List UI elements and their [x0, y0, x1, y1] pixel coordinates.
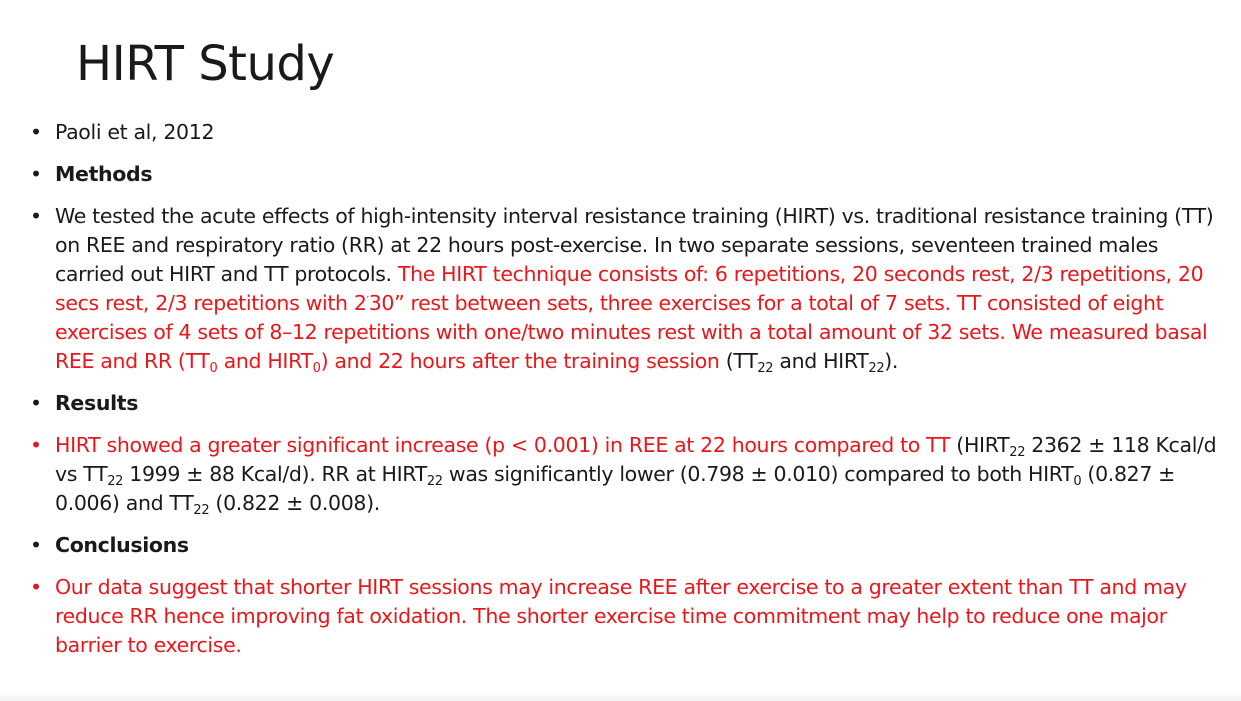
- bullet-dot: •: [30, 120, 42, 144]
- subscript: 22: [1009, 445, 1026, 460]
- slide-title: HIRT Study: [76, 36, 335, 92]
- results-black-part: 2362 ± 118 Kcal/d vs TT: [55, 433, 1217, 486]
- methods-body: [55, 204, 1214, 376]
- subscript: 22: [426, 474, 443, 489]
- subscript: 22: [193, 503, 210, 518]
- bullet-results-body: [30, 431, 1220, 518]
- bullet-dot: •: [30, 575, 42, 599]
- methods-black-part: (TT: [719, 349, 758, 373]
- subscript: 22: [868, 361, 885, 376]
- results-black-part: (0.822 ± 0.008).: [209, 491, 380, 515]
- methods-black-part: ).: [884, 349, 899, 373]
- methods-red-part: ) and 22 hours after the training session: [320, 349, 720, 373]
- bullet-dot: •: [30, 533, 42, 557]
- slide-bottom-edge: [0, 691, 1241, 701]
- results-body: [55, 433, 1217, 518]
- conclusions-heading: Conclusions: [55, 533, 189, 557]
- bullet-methods-body: [30, 202, 1220, 376]
- subscript: 22: [757, 361, 774, 376]
- bullet-methods-heading: [30, 160, 1220, 189]
- subscript: 0: [1073, 474, 1082, 489]
- subscript: 22: [107, 474, 124, 489]
- bullet-dot: •: [30, 162, 42, 186]
- methods-black-part: and HIRT: [773, 349, 869, 373]
- bullet-results-heading: [30, 389, 1220, 418]
- results-black-part: 1999 ± 88 Kcal/d). RR at HIRT: [123, 462, 427, 486]
- results-black-part: (HIRT: [950, 433, 1010, 457]
- conclusions-red-text: Our data suggest that shorter HIRT sessions may increase REE after exercise to a greater extent than TT and may reduce RR hence improving fat oxidation. The shorter exercise time commitment may help to reduce one major barrier to exercise.: [55, 575, 1187, 657]
- subscript: 0: [312, 361, 321, 376]
- subscript: 0: [209, 361, 218, 376]
- citation-text: Paoli et al, 2012: [55, 120, 215, 144]
- methods-red-part: The HIRT technique consists of: 6 repetitions, 20 seconds rest, 2/3 repetitions, 20 secs rest, 2/3 repetitions with 2: [55, 262, 1204, 315]
- results-black-part: (0.827 ± 0.006) and TT: [55, 462, 1176, 515]
- bullet-citation: [30, 118, 1220, 147]
- prime-mark: ′: [366, 294, 369, 307]
- bullet-conclusions-heading: [30, 531, 1220, 560]
- bullet-dot: •: [30, 433, 42, 457]
- bullet-dot: •: [30, 391, 42, 415]
- results-heading: Results: [55, 391, 139, 415]
- methods-red-part: 30” rest between sets, three exercises for a total of 7 sets. TT consisted of eight exercises of 4 sets of 8–12 repetitions with one/two minutes rest with a total amount of 32 sets. We measured basal REE and RR (TT: [55, 291, 1208, 373]
- results-red-text: HIRT showed a greater significant increase (p < 0.001) in REE at 22 hours compared to TT: [55, 433, 951, 457]
- results-black-part: was significantly lower (0.798 ± 0.010) compared to both HIRT: [442, 462, 1074, 486]
- methods-black-text: We tested the acute effects of high-intensity interval resistance training (HIRT) vs. traditional resistance training (TT) on REE and respiratory ratio (RR) at 22 hours post-exercise. In two separate sessions, seventeen trained males carried out HIRT and TT protocols.: [55, 204, 1214, 286]
- methods-red-part: and HIRT: [217, 349, 313, 373]
- bullet-dot: •: [30, 204, 42, 228]
- slide-content: [30, 118, 1220, 673]
- bullet-conclusions-body: [30, 573, 1220, 660]
- methods-heading: Methods: [55, 162, 153, 186]
